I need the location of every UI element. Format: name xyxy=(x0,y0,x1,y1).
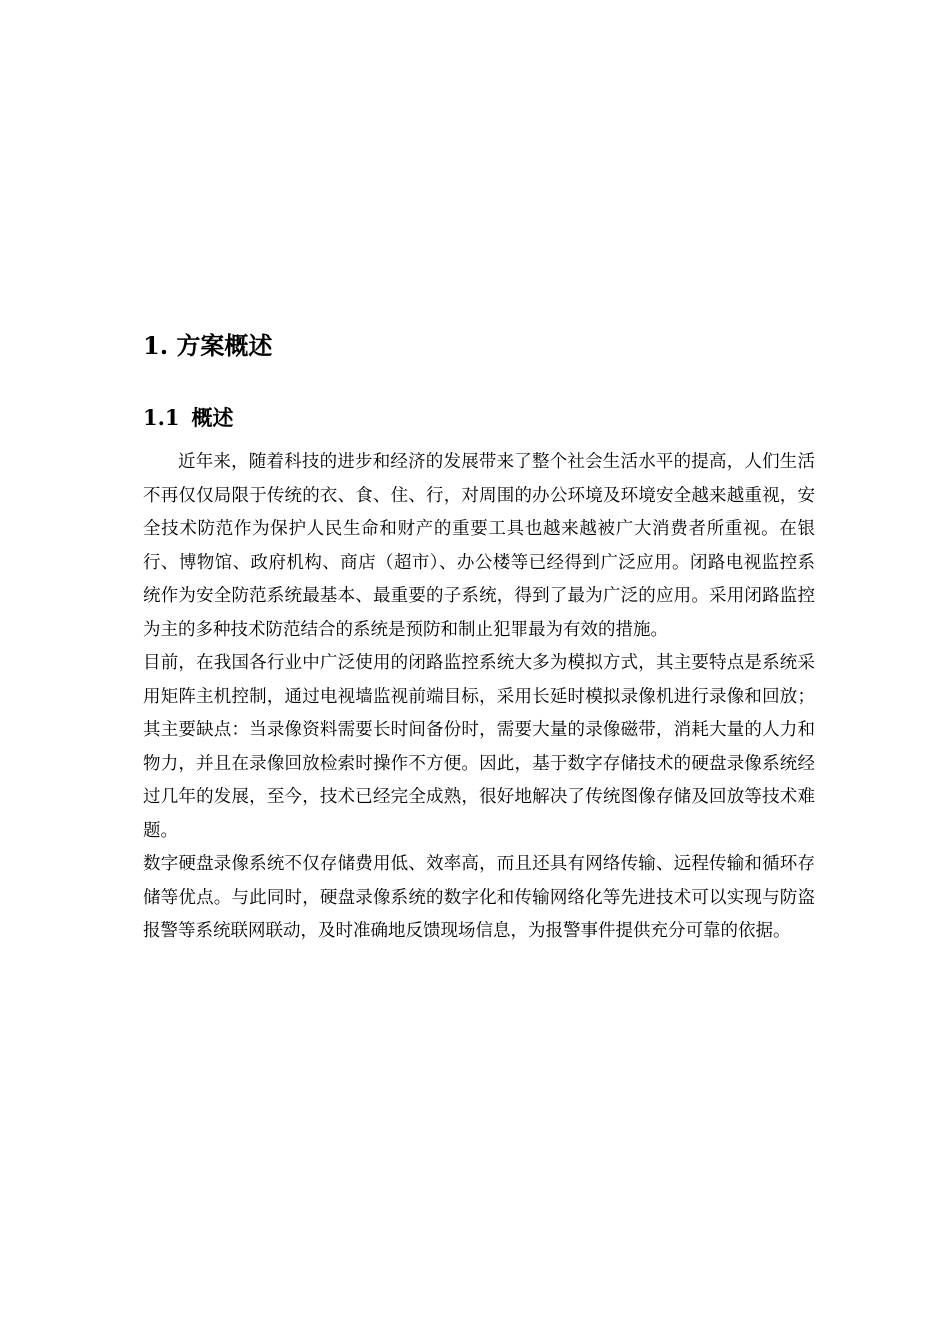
chapter-heading: 1. 方案概述 xyxy=(143,331,273,360)
document-body xyxy=(143,326,815,949)
section-number: 1.1 xyxy=(143,405,180,430)
paragraph-current-status: 目前，在我国各行业中广泛使用的闭路监控系统大多为模拟方式，其主要特点是系统采用矩阵主机控制，通过电视墙监视前端目标，采用长延时模拟录像机进行录像和回放；其主要缺点：当录像资料需要长时间备份时，需要大量的录像磁带，消耗大量的人力和物力，并且在录像回放检索时操作不方便。因此，基于数字存储技术的硬盘录像系统经过几年的发展，至今，技术已经完全成熟，很好地解决了传统图像存储及回放等技术难题。 xyxy=(143,653,815,841)
paragraph-digital-advantages: 数字硬盘录像系统不仅存储费用低、效率高，而且还具有网络传输、远程传输和循环存储等优点。与此同时，硬盘录像系统的数字化和传输网络化等先进技术可以实现与防盗报警等系统联网联动，及时准确地反馈现场信息，为报警事件提供充分可靠的依据。 xyxy=(143,854,815,941)
paragraph-intro: 近年来，随着科技的进步和经济的发展带来了整个社会生活水平的提高，人们生活不再仅仅局限于传统的衣、食、住、行，对周围的办公环境及环境安全越来越重视，安全技术防范作为保护人民生命和财产的重要工具也越来越被广大消费者所重视。在银行、博物馆、政府机构、商店（超市）、办公楼等已经得到广泛应用。闭路电视监控系统作为安全防范系统最基本、最重要的子系统，得到了最为广泛的应用。采用闭路监控为主的多种技术防范结合的系统是预防和制止犯罪最为有效的措施。 xyxy=(143,452,815,640)
section-heading xyxy=(143,400,815,436)
section-title: 概述 xyxy=(191,405,234,430)
